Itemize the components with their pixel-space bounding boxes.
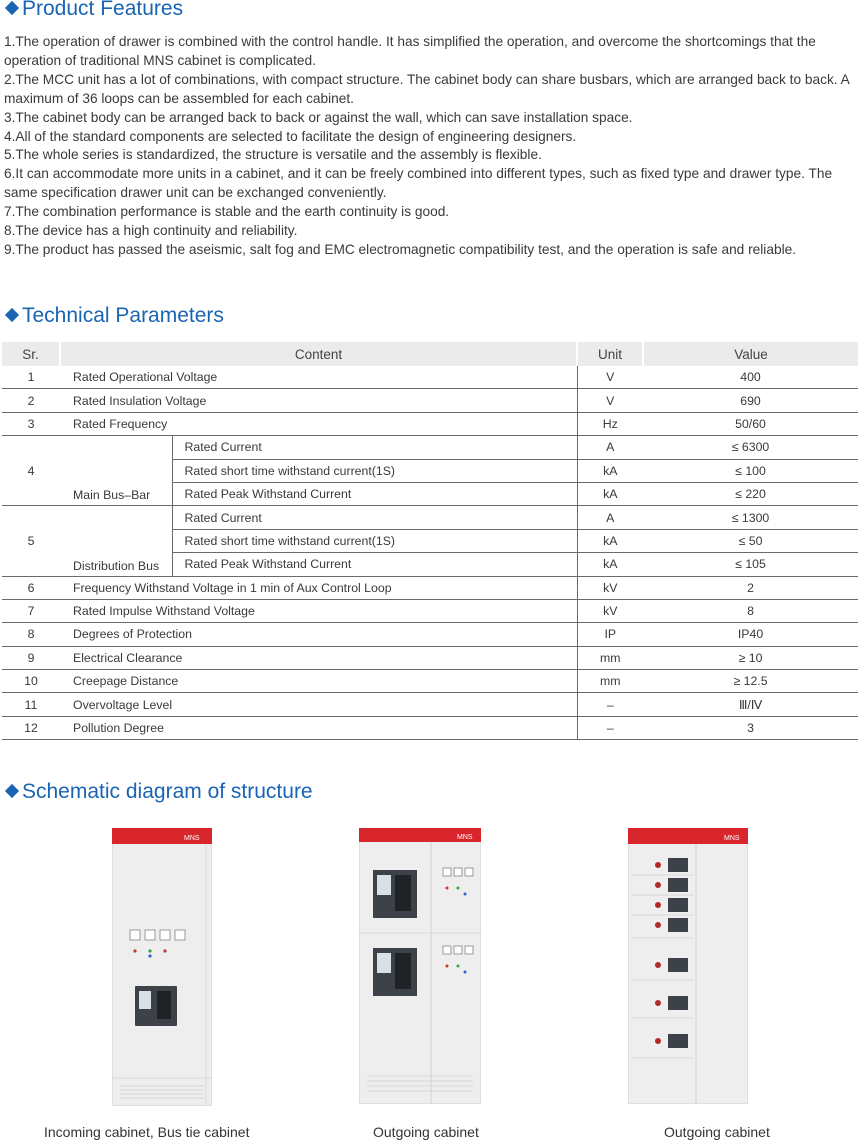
- brand-label: MNS: [457, 834, 473, 841]
- cell-group: Main Bus–Bar: [60, 436, 172, 506]
- cell-unit: mm: [577, 646, 643, 669]
- cell-sr: 11: [2, 693, 60, 716]
- cell-unit: V: [577, 366, 643, 389]
- cell-content: Pollution Degree: [60, 716, 577, 739]
- feature-item: 8.The device has a high continuity and reliability.: [4, 223, 298, 239]
- feature-list: [4, 33, 860, 260]
- cell-sr: 6: [2, 576, 60, 599]
- cell-value: Ⅲ/Ⅳ: [643, 693, 858, 716]
- cell-unit: kV: [577, 576, 643, 599]
- cell-unit: kA: [577, 529, 643, 552]
- cell-unit: kV: [577, 599, 643, 622]
- feature-item: 6.It can accommodate more units in a cabinet, and it can be freely combined into different types, such as fixed type and drawer type. The same specification drawer unit can be exchanged conveniently.: [4, 166, 833, 201]
- cell-content: Rated Insulation Voltage: [60, 389, 577, 412]
- cell-value: 690: [643, 389, 858, 412]
- diamond-bullet-icon: [5, 784, 19, 798]
- table-row: [2, 693, 858, 716]
- cell-content: Overvoltage Level: [60, 693, 577, 716]
- cell-content: Degrees of Protection: [60, 623, 577, 646]
- cell-value: 8: [643, 599, 858, 622]
- cell-content: Rated Current: [172, 506, 577, 529]
- cell-value: ≤ 220: [643, 482, 858, 505]
- cell-content: Rated Current: [172, 436, 577, 459]
- table-row: [2, 623, 858, 646]
- cell-unit: kA: [577, 482, 643, 505]
- cell-value: ≤ 100: [643, 459, 858, 482]
- cell-content: Rated Peak Withstand Current: [172, 482, 577, 505]
- cell-unit: A: [577, 506, 643, 529]
- cell-group: Distribution Bus: [60, 506, 172, 576]
- feature-item: 2.The MCC unit has a lot of combinations, with compact structure. The cabinet body can share busbars, which are arranged back to back. A maximum of 36 loops can be assembled for each cabinet.: [4, 71, 850, 106]
- table-row: [2, 716, 858, 739]
- cell-sr: 8: [2, 623, 60, 646]
- table-row: [2, 646, 858, 669]
- incoming-cabinet-image: [112, 828, 212, 1106]
- table-row: [2, 576, 858, 599]
- cell-unit: kA: [577, 553, 643, 576]
- feature-item: 3.The cabinet body can be arranged back to back or against the wall, which can save installation space.: [4, 109, 633, 125]
- cell-value: ≤ 50: [643, 529, 858, 552]
- technical-parameters-table: [2, 342, 858, 740]
- cell-sr: 1: [2, 366, 60, 389]
- feature-item: 1.The operation of drawer is combined with the control handle. It has simplified the operation, and overcome the shortcomings that the operation of traditional MNS cabinet is complicated.: [4, 34, 816, 68]
- table-row: [2, 599, 858, 622]
- header-content: Content: [60, 342, 577, 366]
- cell-sr: 10: [2, 670, 60, 693]
- cell-content: Electrical Clearance: [60, 646, 577, 669]
- cell-sr: 2: [2, 389, 60, 412]
- cell-unit: A: [577, 436, 643, 459]
- cell-value: ≤ 6300: [643, 436, 858, 459]
- cell-value: ≤ 105: [643, 553, 858, 576]
- cell-value: ≤ 1300: [643, 506, 858, 529]
- cell-content: Rated short time withstand current(1S): [172, 459, 577, 482]
- cabinet-caption: Outgoing cabinet: [373, 1124, 479, 1140]
- diamond-bullet-icon: [5, 1, 19, 15]
- cell-content: Rated Impulse Withstand Voltage: [60, 599, 577, 622]
- header-sr: Sr.: [2, 342, 60, 366]
- cell-value: 2: [643, 576, 858, 599]
- section-title-schematic: [4, 780, 313, 804]
- table-row: [2, 389, 858, 412]
- cell-sr: 12: [2, 716, 60, 739]
- feature-item: 4.All of the standard components are selected to facilitate the design of engineering designers.: [4, 128, 577, 144]
- cell-unit: mm: [577, 670, 643, 693]
- section-title-text: Schematic diagram of structure: [22, 780, 313, 803]
- feature-item: 9.The product has passed the aseismic, salt fog and EMC electromagnetic compatibility test, and the operation is safe and reliable.: [4, 241, 797, 257]
- cell-unit: IP: [577, 623, 643, 646]
- cell-content: Frequency Withstand Voltage in 1 min of Aux Control Loop: [60, 576, 577, 599]
- cell-content: Creepage Distance: [60, 670, 577, 693]
- cell-value: 50/60: [643, 412, 858, 435]
- cabinet-caption: Incoming cabinet, Bus tie cabinet: [44, 1124, 250, 1140]
- section-title-technical-parameters: [4, 304, 224, 328]
- cell-sr: 5: [2, 506, 60, 576]
- cell-value: ≥ 10: [643, 646, 858, 669]
- cell-sr: 7: [2, 599, 60, 622]
- table-row: [2, 366, 858, 389]
- cell-unit: Hz: [577, 412, 643, 435]
- header-value: Value: [643, 342, 858, 366]
- feature-item: 7.The combination performance is stable and the earth continuity is good.: [4, 204, 450, 220]
- table-row: [2, 436, 858, 459]
- cell-content: Rated Peak Withstand Current: [172, 553, 577, 576]
- table-row: [2, 670, 858, 693]
- feature-item: 5.The whole series is standardized, the structure is versatile and the assembly is flexible.: [4, 147, 542, 163]
- section-title-text: Technical Parameters: [22, 304, 224, 327]
- section-title-text: Product Features: [22, 0, 184, 20]
- cell-value: 400: [643, 366, 858, 389]
- cell-value: ≥ 12.5: [643, 670, 858, 693]
- cell-sr: 4: [2, 436, 60, 506]
- cell-sr: 3: [2, 412, 60, 435]
- table-header-row: [2, 342, 858, 366]
- cell-value: IP40: [643, 623, 858, 646]
- outgoing-cabinet-image: [359, 828, 481, 1104]
- table-row: [2, 506, 858, 529]
- diamond-bullet-icon: [5, 308, 19, 322]
- cell-sr: 9: [2, 646, 60, 669]
- cell-value: 3: [643, 716, 858, 739]
- cell-unit: –: [577, 716, 643, 739]
- cell-content: Rated short time withstand current(1S): [172, 529, 577, 552]
- cell-unit: –: [577, 693, 643, 716]
- cabinet-caption: Outgoing cabinet: [664, 1124, 770, 1140]
- brand-label: MNS: [724, 835, 740, 842]
- outgoing-mcc-cabinet-image: [628, 828, 748, 1104]
- header-unit: Unit: [577, 342, 643, 366]
- cell-content: Rated Frequency: [60, 412, 577, 435]
- cell-unit: kA: [577, 459, 643, 482]
- cell-content: Rated Operational Voltage: [60, 366, 577, 389]
- table-row: [2, 412, 858, 435]
- section-title-product-features: [4, 0, 183, 21]
- cell-unit: V: [577, 389, 643, 412]
- brand-label: MNS: [184, 835, 200, 842]
